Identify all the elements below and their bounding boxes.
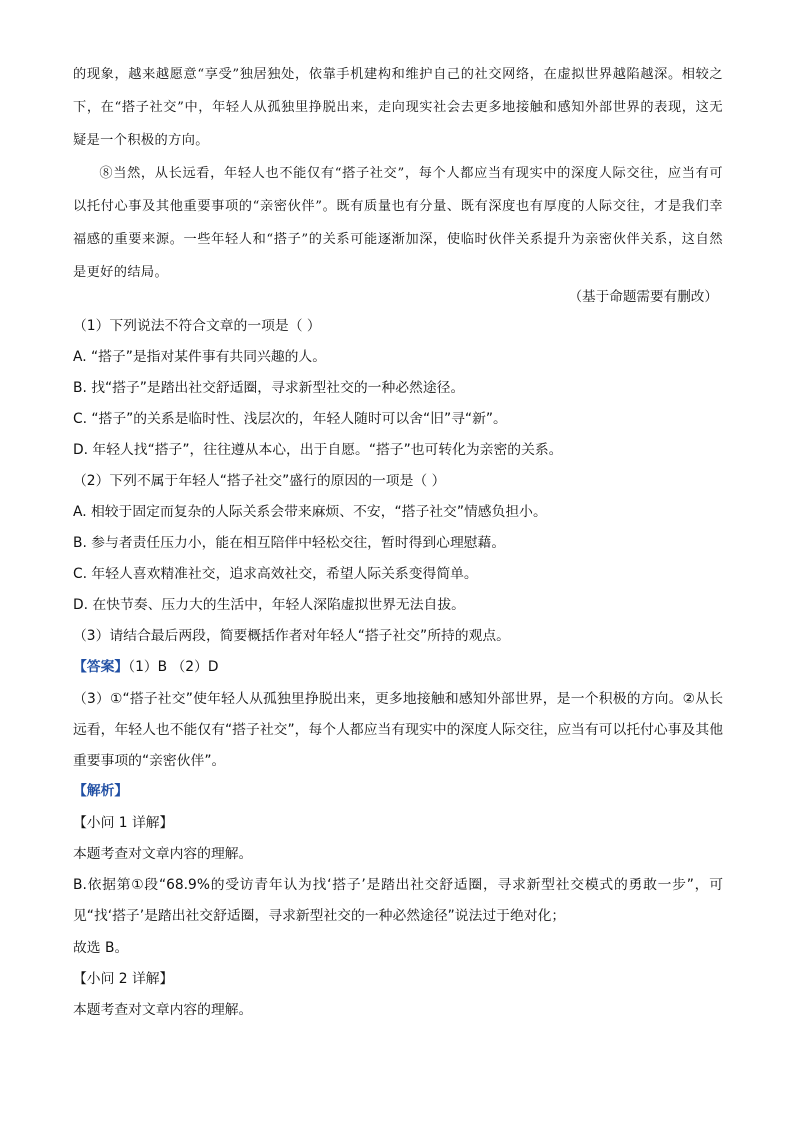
question-1-stem: （1）下列说法不符合文章的一项是（ ）	[73, 318, 321, 334]
analysis-tag: 【解析】	[73, 783, 129, 799]
subquestion-1-intro: 本题考查对文章内容的理解。	[73, 846, 253, 862]
question-1-option-c: C. “搭子”的关系是临时性、浅层次的，年轻人随时可以舍“旧”寻“新”。	[73, 411, 507, 427]
answer-line	[73, 657, 219, 677]
question-1-option-d: D. 年轻人找“搭子”，往往遵从本心，出于自愿。“搭子”也可转化为亲密的关系。	[73, 442, 563, 458]
answer-q3: （3）①“搭子社交”使年轻人从孤独里挣脱出来，更多地接触和感知外部世界，是一个积极的方向。②从长远看，年轻人也不能仅有“搭子社交”，每个人都应当有现实中的深度人际交往，应当有可以托付心事及其他重要事项的“亲密伙伴”。	[73, 691, 723, 769]
question-2-option-b: B. 参与者责任压力小，能在相互陪伴中轻松交往，暂时得到心理慰藉。	[73, 535, 506, 551]
question-2-option-a: A. 相较于固定而复杂的人际关系会带来麻烦、不安，“搭子社交”情感负担小。	[73, 504, 547, 520]
passage-paragraph-continued: 的现象，越来越愿意“享受”独居独处，依靠手机建构和维护自己的社交网络，在虚拟世界越陷越深。相较之下，在“搭子社交”中，年轻人从孤独里挣脱出来，走向现实社会去更多地接触和感知外部世界的表现，这无疑是一个积极的方向。	[73, 67, 723, 148]
subquestion-2-title: 【小问 2 详解】	[73, 971, 174, 987]
answer-short: （1）B （2）D	[128, 659, 219, 675]
question-2-option-c: C. 年轻人喜欢精准社交，追求高效社交，希望人际关系变得简单。	[73, 566, 478, 582]
subquestion-1-body: B.依据第①段“68.9%的受访青年认为找‘搭子’是踏出社交舒适圈，寻求新型社交模式的勇敢一步”，可见“找‘搭子’是踏出社交舒适圈，寻求新型社交的一种必然途径”说法过于绝对化；	[73, 877, 723, 924]
source-note: （基于命题需要有删改）	[568, 289, 718, 305]
question-2-option-d: D. 在快节奏、压力大的生活中，年轻人深陷虚拟世界无法自拔。	[73, 597, 465, 613]
passage-paragraph-8: ⑧当然，从长远看，年轻人也不能仅有“搭子社交”，每个人都应当有现实中的深度人际交往，应当有可以托付心事及其他重要事项的“亲密伙伴”。既有质量也有分量、既有深度也有厚度的人际交往，才是我们幸福感的重要来源。一些年轻人和“搭子”的关系可能逐渐加深，使临时伙伴关系提升为亲密伙伴关系，这自然是更好的结局。	[73, 166, 723, 280]
question-3-stem: （3）请结合最后两段，简要概括作者对年轻人“搭子社交”所持的观点。	[73, 628, 510, 644]
subquestion-1-title: 【小问 1 详解】	[73, 815, 174, 831]
question-1-option-a: A. “搭子”是指对某件事有共同兴趣的人。	[73, 349, 327, 365]
question-1-option-b: B. 找“搭子”是踏出社交舒适圈，寻求新型社交的一种必然途径。	[73, 380, 465, 396]
subquestion-1-conclusion: 故选 B。	[73, 940, 129, 956]
answer-tag: 【答案】	[73, 659, 129, 675]
subquestion-2-intro: 本题考查对文章内容的理解。	[73, 1002, 253, 1018]
question-2-stem: （2）下列不属于年轻人“搭子社交”盛行的原因的一项是（ ）	[73, 473, 446, 489]
